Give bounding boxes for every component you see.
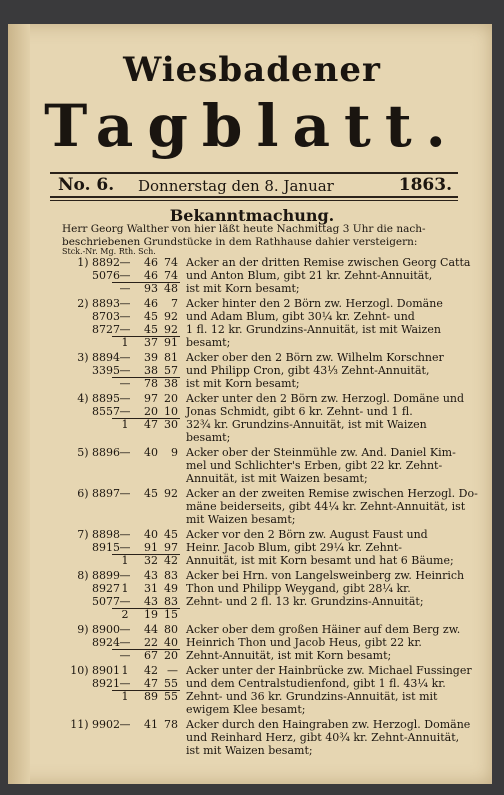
parcel-schuh: 74 <box>164 256 178 269</box>
parcel-ruthen: 47 <box>144 418 158 431</box>
parcel-morgen: — <box>119 718 131 731</box>
parcel-morgen: 1 <box>121 690 129 703</box>
parcel-schuh: 92 <box>164 323 178 336</box>
parcel-number: 8) 8899 <box>77 569 120 582</box>
parcel-description: Annuität, ist mit Korn besamt und hat 6 Bäume; <box>186 554 454 567</box>
parcel-schuh: 91 <box>164 336 178 349</box>
parcel-number: 8915 <box>92 541 120 554</box>
parcel-number: 3) 8894 <box>77 351 120 364</box>
parcel-description: ist mit Waizen besamt; <box>186 744 313 757</box>
parcel-description: Acker an der zweiten Remise zwischen Herzogl. Do- <box>186 487 478 500</box>
parcel-morgen: — <box>119 256 131 269</box>
parcel-number: 8727 <box>92 323 120 336</box>
parcel-schuh: 9 <box>171 446 178 459</box>
parcel-schuh: 49 <box>164 582 178 595</box>
parcel-schuh: 20 <box>164 649 178 662</box>
parcel-schuh: 48 <box>164 282 178 295</box>
parcel-morgen: 2 <box>121 608 129 621</box>
parcel-schuh: 45 <box>164 528 178 541</box>
parcel-schuh: 74 <box>164 269 178 282</box>
parcel-ruthen: 22 <box>144 636 158 649</box>
parcel-schuh: 55 <box>164 677 178 690</box>
parcel-ruthen: 31 <box>144 582 158 595</box>
parcel-ruthen: 39 <box>144 351 158 364</box>
parcel-schuh: 78 <box>164 718 178 731</box>
parcel-ruthen: 40 <box>144 446 158 459</box>
parcel-description: und Philipp Cron, gibt 43⅓ Zehnt-Annuität, <box>186 364 430 377</box>
parcel-morgen: 1 <box>121 664 129 677</box>
parcel-schuh: 42 <box>164 554 178 567</box>
parcel-morgen: — <box>119 323 131 336</box>
parcel-ruthen: 46 <box>144 297 158 310</box>
parcel-description: Thon und Philipp Weygand, gibt 28¼ kr. <box>186 582 411 595</box>
parcel-ruthen: 47 <box>144 677 158 690</box>
parcel-description: ewigem Klee besamt; <box>186 703 306 716</box>
parcel-description: Acker bei Hrn. von Langelsweinberg zw. Heinrich <box>186 569 465 582</box>
parcel-ruthen: 46 <box>144 269 158 282</box>
parcel-schuh: 81 <box>164 351 178 364</box>
parcel-morgen: — <box>119 636 131 649</box>
parcel-number: 1) 8892 <box>77 256 120 269</box>
parcel-schuh: 40 <box>164 636 178 649</box>
parcel-morgen: — <box>119 569 131 582</box>
parcel-description: mel und Schlichter's Erben, gibt 22 kr. Zehnt- <box>186 459 443 472</box>
parcel-ruthen: 32 <box>144 554 158 567</box>
parcel-morgen: 1 <box>121 336 129 349</box>
parcel-morgen: 1 <box>121 554 129 567</box>
notice-heading: Bekanntmachung. <box>169 206 335 225</box>
parcel-description: ist mit Korn besamt; <box>186 377 300 390</box>
parcel-description: besamt; <box>186 431 231 444</box>
parcel-description: Acker an der dritten Remise zwischen Georg Catta <box>186 256 471 269</box>
parcel-schuh: 55 <box>164 690 178 703</box>
parcel-number: 5076 <box>92 269 120 282</box>
parcel-number: 8703 <box>92 310 120 323</box>
parcel-ruthen: 43 <box>144 569 158 582</box>
parcel-number: 6) 8897 <box>77 487 120 500</box>
parcel-morgen: — <box>119 677 131 690</box>
parcel-ruthen: 91 <box>144 541 158 554</box>
parcel-morgen: — <box>119 541 131 554</box>
parcel-number: 5) 8896 <box>77 446 120 459</box>
parcel-number: 8927 <box>92 582 120 595</box>
parcel-description: Acker durch den Haingraben zw. Herzogl. Domäne <box>186 718 471 731</box>
parcel-description: 32¾ kr. Grundzins-Annuität, ist mit Waizen <box>186 418 427 431</box>
parcel-description: und Anton Blum, gibt 21 kr. Zehnt-Annuität, <box>186 269 433 282</box>
parcel-schuh: 92 <box>164 310 178 323</box>
parcel-description: ist mit Korn besamt; <box>186 282 300 295</box>
parcel-description: Acker ober der Steinmühle zw. And. Daniel Kim- <box>186 446 456 459</box>
parcel-description: Acker unter der Hainbrücke zw. Michael Fussinger <box>186 664 472 677</box>
parcel-morgen: — <box>119 405 131 418</box>
parcel-description: Jonas Schmidt, gibt 6 kr. Zehnt- und 1 fl. <box>186 405 413 418</box>
parcel-number: 7) 8898 <box>77 528 120 541</box>
parcel-ruthen: 44 <box>144 623 158 636</box>
parcel-morgen: — <box>119 310 131 323</box>
parcel-description: und Reinhard Herz, gibt 40¾ kr. Zehnt-Annuität, <box>186 731 460 744</box>
parcel-ruthen: 97 <box>144 392 158 405</box>
parcel-ruthen: 45 <box>144 323 158 336</box>
parcel-number: 8921 <box>92 677 120 690</box>
intro-line: Herr Georg Walther von hier läßt heute Nachmittag 3 Uhr die nach- <box>62 223 426 235</box>
parcel-description: Acker ober dem großen Häiner auf dem Berg zw. <box>186 623 461 636</box>
parcel-description: und dem Centralstudienfond, gibt 1 fl. 43¼ kr. <box>186 677 446 690</box>
issue-date: Donnerstag den 8. Januar <box>138 177 334 195</box>
parcel-ruthen: 41 <box>144 718 158 731</box>
parcel-schuh: 38 <box>164 377 178 390</box>
parcel-ruthen: 42 <box>144 664 158 677</box>
parcel-schuh: 15 <box>164 608 178 621</box>
parcel-number: 5077 <box>92 595 120 608</box>
parcel-number: 4) 8895 <box>77 392 120 405</box>
parcel-morgen: — <box>119 528 131 541</box>
parcel-ruthen: 46 <box>144 256 158 269</box>
parcel-number: 9) 8900 <box>77 623 120 636</box>
parcel-ruthen: 67 <box>144 649 158 662</box>
parcel-schuh: 10 <box>164 405 178 418</box>
parcel-number: 2) 8893 <box>77 297 120 310</box>
parcel-description: Zehnt- und 2 fl. 13 kr. Grundzins-Annuität; <box>186 595 424 608</box>
parcel-morgen: — <box>119 282 131 295</box>
parcel-morgen: 1 <box>121 418 129 431</box>
column-header: Stck.-Nr. Mg. Rth. Sch. <box>62 247 156 256</box>
parcel-description: Acker hinter den 2 Börn zw. Herzogl. Domäne <box>186 297 443 310</box>
parcel-morgen: — <box>119 351 131 364</box>
parcel-morgen: — <box>119 392 131 405</box>
masthead-city: Wiesbadener <box>123 50 381 90</box>
parcel-description: mit Waizen besamt; <box>186 513 296 526</box>
parcel-ruthen: 19 <box>144 608 158 621</box>
parcel-morgen: — <box>119 595 131 608</box>
issue-year: 1863. <box>398 175 452 195</box>
parcel-description: Acker ober den 2 Börn zw. Wilhelm Korschner <box>186 351 444 364</box>
parcel-schuh: 97 <box>164 541 178 554</box>
parcel-number: 8924 <box>92 636 120 649</box>
parcel-schuh: 30 <box>164 418 178 431</box>
parcel-ruthen: 45 <box>144 487 158 500</box>
parcel-description: Acker unter den 2 Börn zw. Herzogl. Domäne und <box>186 392 465 405</box>
parcel-schuh: 80 <box>164 623 178 636</box>
parcel-number: 10) 8901 <box>70 664 120 677</box>
issue-number: No. 6. <box>58 175 115 195</box>
parcel-morgen: — <box>119 269 131 282</box>
parcel-schuh: 20 <box>164 392 178 405</box>
parcel-morgen: — <box>119 623 131 636</box>
parcel-schuh: 83 <box>164 595 178 608</box>
parcel-description: Heinrich Thon und Jacob Heus, gibt 22 kr. <box>186 636 422 649</box>
parcel-morgen: — <box>119 297 131 310</box>
parcel-morgen: — <box>119 364 131 377</box>
parcel-description: Zehnt-Annuität, ist mit Korn besamt; <box>186 649 392 662</box>
parcel-description: Heinr. Jacob Blum, gibt 29¼ kr. Zehnt- <box>186 541 402 554</box>
parcel-ruthen: 45 <box>144 310 158 323</box>
parcel-morgen: — <box>119 487 131 500</box>
parcel-schuh: — <box>167 664 178 677</box>
parcel-description: 1 fl. 12 kr. Grundzins-Annuität, ist mit Waizen <box>186 323 441 336</box>
parcel-ruthen: 40 <box>144 528 158 541</box>
parcel-schuh: 83 <box>164 569 178 582</box>
parcel-ruthen: 89 <box>144 690 158 703</box>
parcel-description: mäne beiderseits, gibt 44¼ kr. Zehnt-Annuität, ist <box>186 500 466 513</box>
parcel-number: 8557 <box>92 405 120 418</box>
intro-line: beschriebenen Grundstücke in dem Rathhause dahier versteigern: <box>62 236 418 248</box>
parcel-ruthen: 78 <box>144 377 158 390</box>
parcel-schuh: 92 <box>164 487 178 500</box>
parcel-description: besamt; <box>186 336 231 349</box>
parcel-morgen: — <box>119 446 131 459</box>
parcel-schuh: 7 <box>171 297 178 310</box>
parcel-number: 3395 <box>92 364 120 377</box>
parcel-morgen: 1 <box>121 582 129 595</box>
parcel-morgen: — <box>119 377 131 390</box>
parcel-description: Acker vor den 2 Börn zw. August Faust und <box>186 528 428 541</box>
parcel-ruthen: 37 <box>144 336 158 349</box>
parcel-description: Annuität, ist mit Waizen besamt; <box>186 472 368 485</box>
parcel-description: Zehnt- und 36 kr. Grundzins-Annuität, ist mit <box>186 690 438 703</box>
masthead-title: Tagblatt. <box>44 92 460 160</box>
parcel-ruthen: 43 <box>144 595 158 608</box>
parcel-ruthen: 38 <box>144 364 158 377</box>
parcel-description: und Adam Blum, gibt 30¼ kr. Zehnt- und <box>186 310 415 323</box>
parcel-ruthen: 20 <box>144 405 158 418</box>
parcel-ruthen: 93 <box>144 282 158 295</box>
parcel-number: 11) 9902 <box>70 718 120 731</box>
parcel-schuh: 57 <box>164 364 178 377</box>
parcel-morgen: — <box>119 649 131 662</box>
